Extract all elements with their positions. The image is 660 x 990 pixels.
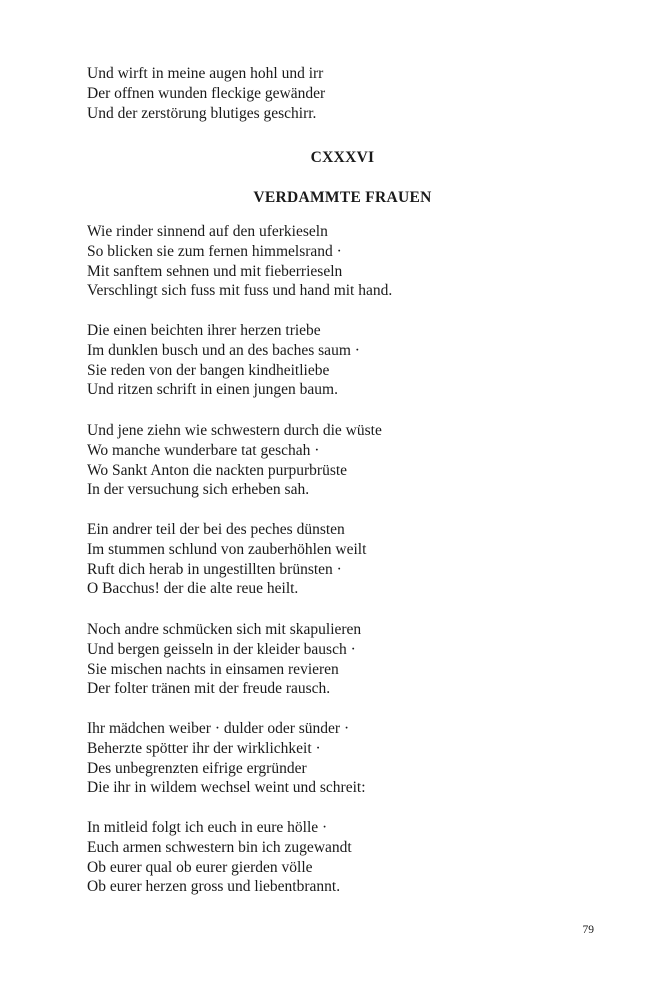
stanza-2 <box>87 321 587 400</box>
poem-line: Beherzte spötter ihr der wirklichkeit · <box>87 739 321 757</box>
page-number: 79 <box>582 924 594 936</box>
poem-line: O Bacchus! der die alte reue heilt. <box>87 580 299 598</box>
poem-line: Wie rinder sinnend auf den uferkieseln <box>87 223 328 240</box>
poem-line: Sie reden von der bangen kindheitliebe <box>87 361 330 379</box>
poem-line: Ob eurer herzen gross und liebentbrannt. <box>87 878 341 896</box>
poem-line: Der offnen wunden fleckige gewänder <box>87 84 326 102</box>
poem-line: Die einen beichten ihrer herzen triebe <box>87 322 321 339</box>
poem-line: Verschlingt sich fuss mit fuss und hand mit hand. <box>87 282 393 300</box>
poem-line: Ein andrer teil der bei des peches dünsten <box>87 521 345 538</box>
stanza-6 <box>87 719 587 798</box>
poem-line: Mit sanftem sehnen und mit fieberrieseln <box>87 262 343 280</box>
stanza-4 <box>87 520 587 599</box>
poem-line: Der folter tränen mit der freude rausch. <box>87 680 331 698</box>
poem-line: Und bergen geisseln in der kleider bausch · <box>87 640 356 658</box>
poem-line: Noch andre schmücken sich mit skapulieren <box>87 621 362 638</box>
stanza-3 <box>87 421 587 500</box>
continuation-stanza <box>87 64 587 123</box>
poem-line: In der versuchung sich erheben sah. <box>87 481 310 499</box>
stanza-7 <box>87 818 587 897</box>
poem-line: Die ihr in wildem wechsel weint und schreit: <box>87 779 366 797</box>
poem-line: Im stummen schlund von zauberhöhlen weilt <box>87 540 367 558</box>
poem-line: Und ritzen schrift in einen jungen baum. <box>87 381 338 399</box>
poem-title: VERDAMMTE FRAUEN <box>253 189 432 206</box>
stanza-1 <box>87 222 587 301</box>
poem-line: Im dunklen busch und an des baches saum · <box>87 341 360 359</box>
poem-line: Sie mischen nachts in einsamen revieren <box>87 660 339 678</box>
poem-line: So blicken sie zum fernen himmelsrand · <box>87 242 342 260</box>
stanza-5 <box>87 620 587 699</box>
poem-line: Ob eurer qual ob eurer gierden völle <box>87 858 313 876</box>
poem-line: Wo manche wunderbare tat geschah · <box>87 441 320 459</box>
poem-line: Und wirft in meine augen hohl und irr <box>87 65 324 82</box>
poem-line: Des unbegrenzten eifrige ergründer <box>87 759 307 777</box>
poem-line: Und jene ziehn wie schwestern durch die wüste <box>87 422 382 439</box>
poem-line: Euch armen schwestern bin ich zugewandt <box>87 838 352 856</box>
poem-line: In mitleid folgt ich euch in eure hölle · <box>87 819 328 836</box>
poem-line: Und der zerstörung blutiges geschirr. <box>87 104 317 122</box>
poem-line: Ihr mädchen weiber · dulder oder sünder · <box>87 720 350 737</box>
poem-line: Wo Sankt Anton die nackten purpurbrüste <box>87 461 348 479</box>
poem-line: Ruft dich herab in ungestillten brünsten · <box>87 560 342 578</box>
poem-number: CXXXVI <box>310 149 375 166</box>
